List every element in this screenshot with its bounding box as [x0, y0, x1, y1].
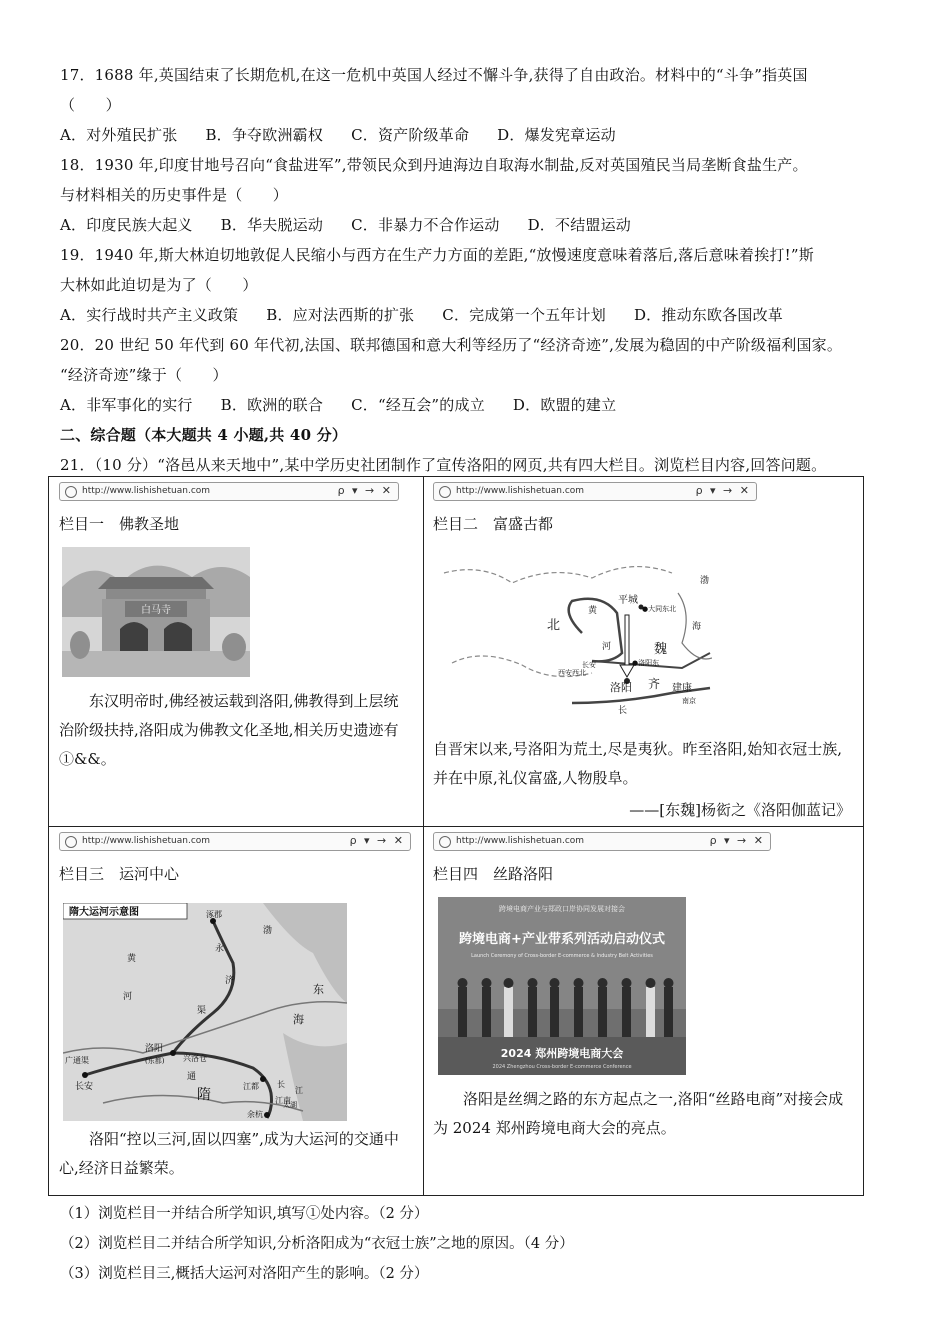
- map-label-yuhang: 余杭: [247, 1110, 263, 1119]
- q18-stem-cont: 与材料相关的历史事件是（ ）: [60, 186, 289, 204]
- browser-icon: [65, 836, 77, 848]
- banner-top-text: 跨境电商产业与郑政口岸协同发展对接会: [499, 905, 625, 913]
- panel-ancient-capital: [424, 477, 863, 827]
- q17-stem: 17．1688 年,英国结束了长期危机,在这一危机中英国人经过不懈斗争,获得了自由政治。材料中的“斗争”指英国: [60, 66, 808, 84]
- option-b: B．争夺欧洲霸权: [205, 126, 324, 144]
- option-b: B．应对法西斯的扩张: [266, 306, 415, 324]
- address-bar[interactable]: [59, 482, 399, 501]
- q19-stem: 19．1940 年,斯大林迫切地敦促人民缩小与西方在生产力方面的差距,“放慢速度意味着落后,落后意味着挨打!”斯: [60, 246, 814, 264]
- sui-grand-canal-map: [63, 903, 347, 1121]
- q17-stem-cont: （ ）: [60, 96, 121, 114]
- map-label-chang: 长: [618, 706, 628, 716]
- map-label-dongdu: (东都): [145, 1057, 165, 1065]
- map-label-yong: 永: [215, 944, 225, 954]
- panel-title: 栏目三 运河中心: [59, 865, 180, 883]
- panel-buddhism: [49, 477, 424, 827]
- sub-question-1: （1）浏览栏目一并结合所学知识,填写①处内容。（2 分）: [60, 1206, 429, 1222]
- map-label-bo: 渤: [700, 576, 710, 586]
- white-horse-temple-photo: [62, 547, 250, 677]
- map-label-wei: 魏: [654, 642, 668, 657]
- map-label-datong: ●大同东北: [642, 605, 677, 613]
- map-label-luoyang: 洛阳: [610, 681, 632, 694]
- map-label-hai: 海: [692, 622, 702, 632]
- map-label-ji: 济: [225, 976, 235, 986]
- q20-stem-cont: “经济奇迹”缘于（ ）: [60, 366, 228, 384]
- sub-question-2: （2）浏览栏目二并结合所学知识,分析洛阳成为“衣冠士族”之地的原因。（4 分）: [60, 1236, 574, 1252]
- banner-main-text: 跨境电商+产业带系列活动启动仪式: [459, 932, 665, 947]
- map-label-taihu: 太湖: [283, 1101, 297, 1109]
- option-d: D．爆发宪章运动: [497, 126, 616, 144]
- map-label-bo: 渤: [263, 926, 273, 936]
- map-label-guangtong: 广通渠: [65, 1056, 89, 1065]
- map-label-dong: 东: [313, 983, 324, 996]
- option-d: D．欧盟的建立: [512, 396, 617, 414]
- option-a: A．印度民族大起义: [60, 216, 193, 234]
- nav-controls-icon[interactable]: ρ ▾ → ✕: [709, 834, 765, 847]
- panel-text: 洛阳“控以三河,固以四塞”,成为大运河的交通中心,经济日益繁荣。: [59, 1130, 399, 1177]
- url-text: http://www.lishishetuan.com: [82, 486, 211, 496]
- banner-bottom-text: 2024 郑州跨境电商大会: [500, 1047, 624, 1060]
- address-bar[interactable]: [433, 482, 757, 501]
- ecommerce-conference-photo: [438, 897, 686, 1075]
- option-d: D．不结盟运动: [527, 216, 631, 234]
- northern-wei-map: [442, 553, 712, 721]
- nav-controls-icon[interactable]: ρ ▾ → ✕: [695, 484, 751, 497]
- option-a: A．实行战时共产主义政策: [60, 306, 239, 324]
- quote-source: ——[东魏]杨衒之《洛阳伽蓝记》: [629, 801, 851, 819]
- ceremony-stage-illustration: [438, 897, 686, 1075]
- map-title: 隋大运河示意图: [69, 907, 139, 918]
- option-c: C．非暴力不合作运动: [351, 216, 500, 234]
- q20-stem: 20．20 世纪 50 年代到 60 年代初,法国、联邦德国和意大利等经历了“经济奇迹”,发展为稳固的中产阶级福利国家。: [60, 336, 843, 354]
- nav-controls-icon[interactable]: ρ ▾ → ✕: [349, 834, 405, 847]
- banner-english-text: Launch Ceremony of Cross-border E-commerce & Industry Belt Activities: [471, 953, 653, 959]
- map-label-pingcheng: 平城: [618, 595, 638, 606]
- map-label-qu: 渠: [197, 1006, 207, 1016]
- q21-intro: 21．（10 分）“洛邑从来天地中”,某中学历史社团制作了宣传洛阳的网页,共有四大栏目。浏览栏目内容,回答问题。: [60, 456, 827, 474]
- browser-icon: [439, 486, 451, 498]
- q19-options: [60, 304, 811, 325]
- sub-question-3: （3）浏览栏目三,概括大运河对洛阳产生的影响。（2 分）: [60, 1266, 429, 1282]
- map-label-qi: 齐: [648, 677, 661, 691]
- option-a: A．对外殖民扩张: [60, 126, 178, 144]
- panel-quote: 自晋宋以来,号洛阳为荒土,尽是夷狄。昨至洛阳,始知衣冠士族,并在中原,礼仪富盛,人物殷阜。: [433, 740, 843, 787]
- map-label-nanjing: 南京: [682, 697, 696, 705]
- map-label-changan: 长安: [75, 1082, 94, 1092]
- option-a: A．非军事化的实行: [60, 396, 193, 414]
- q17-options: [60, 124, 644, 145]
- panel-title: 栏目一 佛教圣地: [59, 515, 180, 533]
- nav-controls-icon[interactable]: ρ ▾ → ✕: [337, 484, 393, 497]
- map-label-huang: 黄: [127, 954, 137, 964]
- webpage-panels: [48, 476, 864, 1196]
- map-label-he: 河: [602, 642, 612, 652]
- q19-stem-cont: 大林如此迫切是为了（ ）: [60, 276, 258, 294]
- panel-text: 洛阳是丝绸之路的东方起点之一,洛阳“丝路电商”对接会成为 2024 郑州跨境电商大会的亮点。: [433, 1090, 844, 1137]
- panel-canal-center: [49, 827, 424, 1195]
- map-label-he: 河: [123, 992, 133, 1002]
- map-label-xingluo: 兴洛仓: [183, 1054, 207, 1063]
- panel-title: 栏目二 富盛古都: [433, 515, 554, 533]
- url-text: http://www.lishishetuan.com: [456, 486, 585, 496]
- q18-options: [60, 214, 659, 235]
- option-c: C．“经互会”的成立: [351, 396, 485, 414]
- map-label-zhuojun: 涿郡: [206, 910, 222, 919]
- map-label-jiangnan: 江南: [275, 1096, 291, 1105]
- option-b: B．华夫脱运动: [220, 216, 324, 234]
- map-label-bei: 北: [547, 618, 561, 633]
- temple-gate-illustration: [62, 547, 250, 677]
- panel-silk-road: [424, 827, 863, 1195]
- map-label-changan: 长安: [582, 661, 596, 669]
- panel-text: 东汉明帝时,佛经被运载到洛阳,佛教得到上层统治阶级扶持,洛阳成为佛教文化圣地,相关历史遗迹有①&&。: [59, 692, 399, 768]
- url-text: http://www.lishishetuan.com: [82, 836, 211, 846]
- address-bar[interactable]: [59, 832, 411, 851]
- map-label-jiang: 江: [295, 1086, 303, 1095]
- map-label-luoyang-east: ●洛阳东: [632, 659, 660, 667]
- map-label-xian: 西安西北: [558, 669, 586, 677]
- map-label-hai: 海: [293, 1013, 304, 1026]
- option-d: D．推动东欧各国改革: [633, 306, 783, 324]
- panel-title: 栏目四 丝路洛阳: [433, 865, 554, 883]
- option-b: B．欧洲的联合: [220, 396, 324, 414]
- temple-plaque-text: 白马寺: [141, 605, 171, 616]
- browser-icon: [439, 836, 451, 848]
- map-label-sui: 隋: [197, 1087, 211, 1103]
- section-title: 二、综合题（本大题共 4 小题,共 40 分）: [60, 426, 348, 444]
- url-text: http://www.lishishetuan.com: [456, 836, 585, 846]
- map-label-huang: 黄: [588, 606, 598, 616]
- map-label-tong: 通: [187, 1072, 197, 1082]
- map-label-chang: 长: [277, 1080, 285, 1089]
- q18-stem: 18．1930 年,印度甘地号召向“食盐进军”,带领民众到丹迪海边自取海水制盐,反对英国殖民当局垄断食盐生产。: [60, 156, 808, 174]
- q20-options: [60, 394, 644, 415]
- option-c: C．完成第一个五年计划: [442, 306, 606, 324]
- browser-icon: [65, 486, 77, 498]
- option-c: C．资产阶级革命: [351, 126, 470, 144]
- map-label-luoyang: 洛阳: [145, 1044, 164, 1054]
- address-bar[interactable]: [433, 832, 771, 851]
- map-label-jiangdu: 江都: [243, 1082, 259, 1091]
- map-label-jiankang: 建康: [672, 683, 692, 694]
- banner-bottom-english: 2024 Zhengzhou Cross-border E-commerce Conference: [492, 1064, 632, 1070]
